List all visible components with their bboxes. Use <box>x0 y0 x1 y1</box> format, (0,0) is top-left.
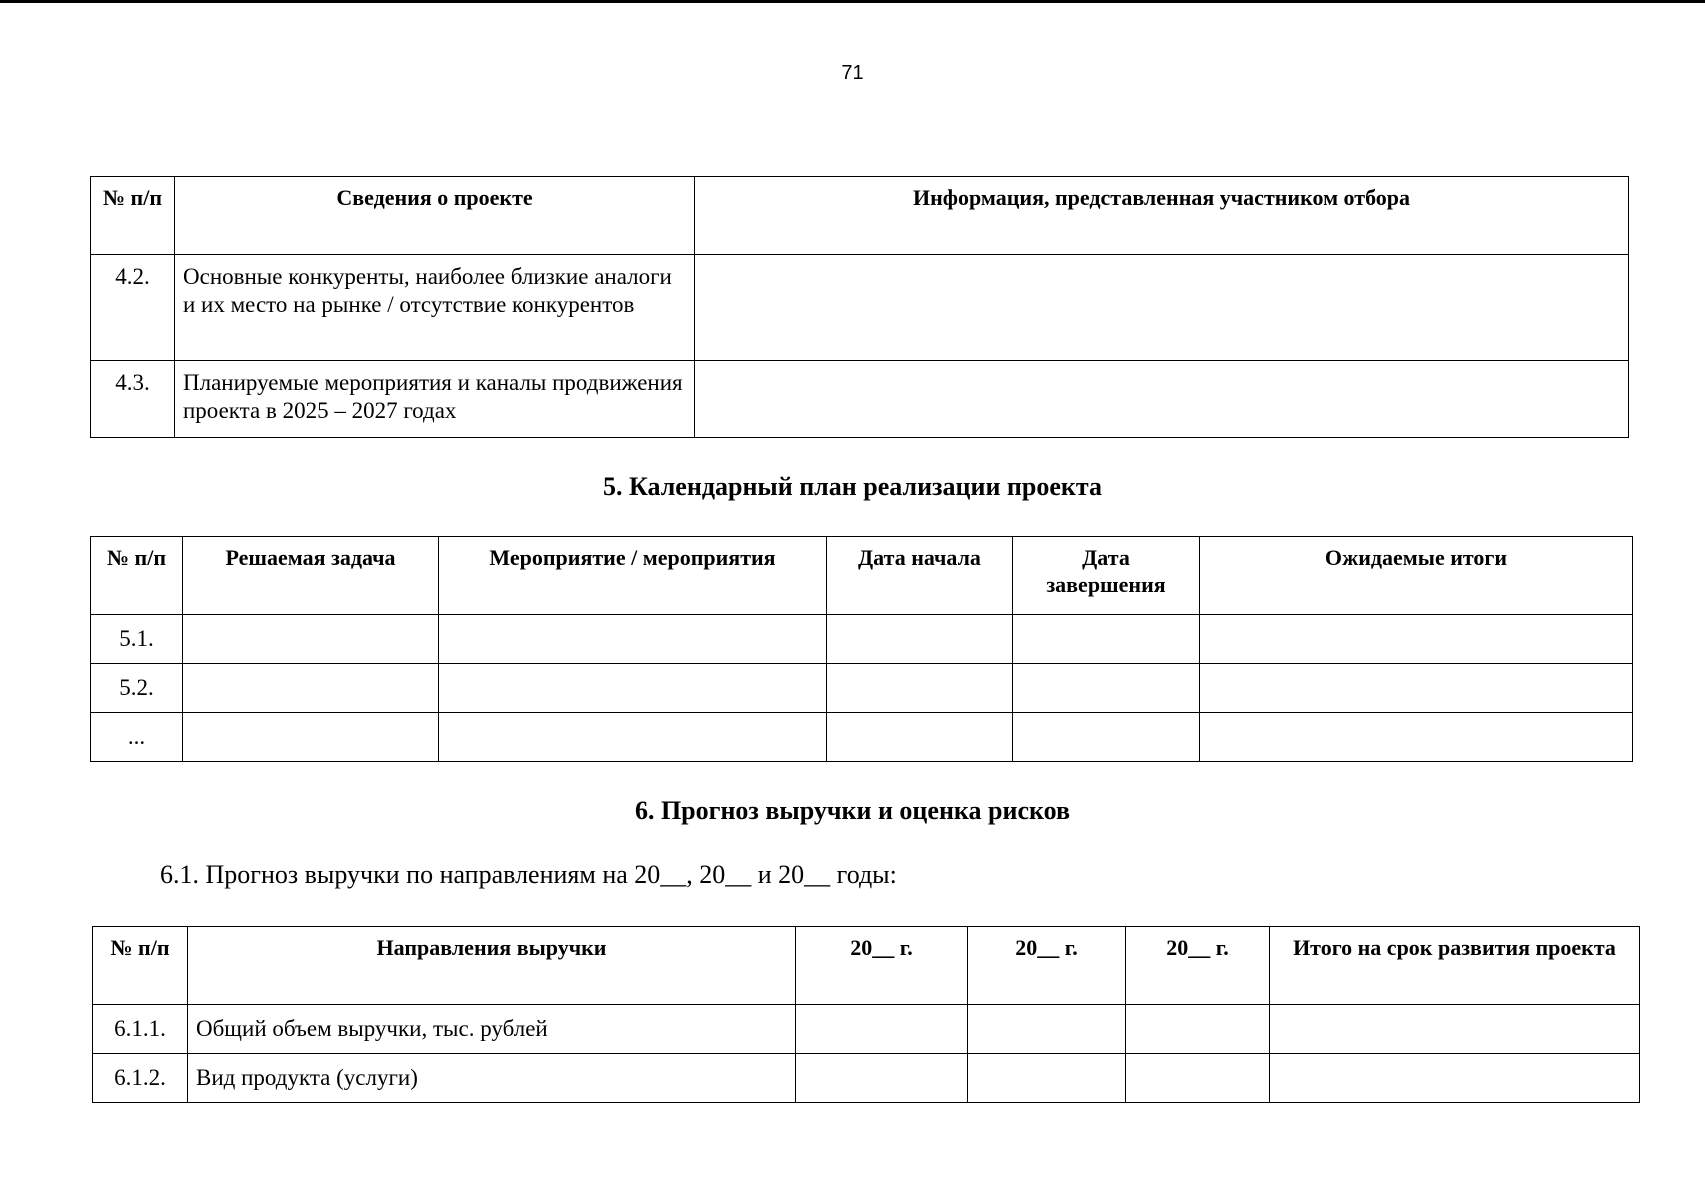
revenue-direction-label: Общий объем выручки, тыс. рублей <box>188 1005 796 1054</box>
column-header-year-2: 20__ г. <box>968 927 1126 1005</box>
row-value-cell[interactable] <box>695 361 1629 438</box>
year-1-value-cell[interactable] <box>796 1054 968 1103</box>
row-number: 5.1. <box>91 615 183 664</box>
table-row <box>91 713 1633 762</box>
row-number: ... <box>91 713 183 762</box>
section-6-heading: 6. Прогноз выручки и оценка рисков <box>634 796 1071 825</box>
row-number: 6.1.2. <box>93 1054 188 1103</box>
row-number: 6.1.1. <box>93 1005 188 1054</box>
row-description: Основные конкуренты, наиболее близкие аналоги и их место на рынке / отсутствие конкурентов <box>175 255 695 361</box>
end-date-cell[interactable] <box>1013 664 1200 713</box>
column-header-end-date: Дата завершения <box>1013 537 1200 615</box>
task-cell[interactable] <box>183 664 439 713</box>
column-header-year-3: 20__ г. <box>1126 927 1270 1005</box>
table-row <box>91 361 1629 438</box>
column-header-expected-results: Ожидаемые итоги <box>1200 537 1633 615</box>
column-header-revenue-direction: Направления выручки <box>188 927 796 1005</box>
year-2-value-cell[interactable] <box>968 1054 1126 1103</box>
column-header-activities: Мероприятие / мероприятия <box>439 537 827 615</box>
row-number: 4.2. <box>91 255 175 361</box>
column-header-number: № п/п <box>91 537 183 615</box>
end-date-cell[interactable] <box>1013 713 1200 762</box>
column-header-number: № п/п <box>91 177 175 255</box>
table-header-row <box>91 537 1633 615</box>
activity-cell[interactable] <box>439 664 827 713</box>
column-header-number: № п/п <box>93 927 188 1005</box>
page-number: 71 <box>841 62 864 84</box>
column-header-year-1: 20__ г. <box>796 927 968 1005</box>
revenue-forecast-table <box>92 926 1640 1103</box>
table-header-row <box>93 927 1640 1005</box>
expected-results-cell[interactable] <box>1200 664 1633 713</box>
year-3-value-cell[interactable] <box>1126 1005 1270 1054</box>
table-row <box>91 664 1633 713</box>
table-row <box>91 615 1633 664</box>
table-row <box>91 255 1629 361</box>
activity-cell[interactable] <box>439 713 827 762</box>
total-value-cell[interactable] <box>1270 1005 1640 1054</box>
table-row <box>93 1005 1640 1054</box>
row-number: 4.3. <box>91 361 175 438</box>
year-1-value-cell[interactable] <box>796 1005 968 1054</box>
column-header-total: Итого на срок развития проекта <box>1270 927 1640 1005</box>
column-header-project-details: Сведения о проекте <box>175 177 695 255</box>
row-value-cell[interactable] <box>695 255 1629 361</box>
start-date-cell[interactable] <box>827 713 1013 762</box>
start-date-cell[interactable] <box>827 664 1013 713</box>
section-5-heading: 5. Календарный план реализации проекта <box>602 472 1102 501</box>
subsection-6-1-text: 6.1. Прогноз выручки по направлениям на 20__, 20__ и 20__ годы: <box>160 860 897 889</box>
column-header-participant-info: Информация, представленная участником отбора <box>695 177 1629 255</box>
column-header-start-date: Дата начала <box>827 537 1013 615</box>
total-value-cell[interactable] <box>1270 1054 1640 1103</box>
year-2-value-cell[interactable] <box>968 1005 1126 1054</box>
calendar-plan-table <box>90 536 1633 762</box>
start-date-cell[interactable] <box>827 615 1013 664</box>
top-border-line <box>0 0 1705 3</box>
table-header-row <box>91 177 1629 255</box>
row-description: Планируемые мероприятия и каналы продвижения проекта в 2025 – 2027 годах <box>175 361 695 438</box>
end-date-cell[interactable] <box>1013 615 1200 664</box>
project-info-table <box>90 176 1629 438</box>
activity-cell[interactable] <box>439 615 827 664</box>
task-cell[interactable] <box>183 713 439 762</box>
year-3-value-cell[interactable] <box>1126 1054 1270 1103</box>
column-header-task: Решаемая задача <box>183 537 439 615</box>
revenue-direction-label: Вид продукта (услуги) <box>188 1054 796 1103</box>
table-row <box>93 1054 1640 1103</box>
row-number: 5.2. <box>91 664 183 713</box>
expected-results-cell[interactable] <box>1200 713 1633 762</box>
expected-results-cell[interactable] <box>1200 615 1633 664</box>
task-cell[interactable] <box>183 615 439 664</box>
